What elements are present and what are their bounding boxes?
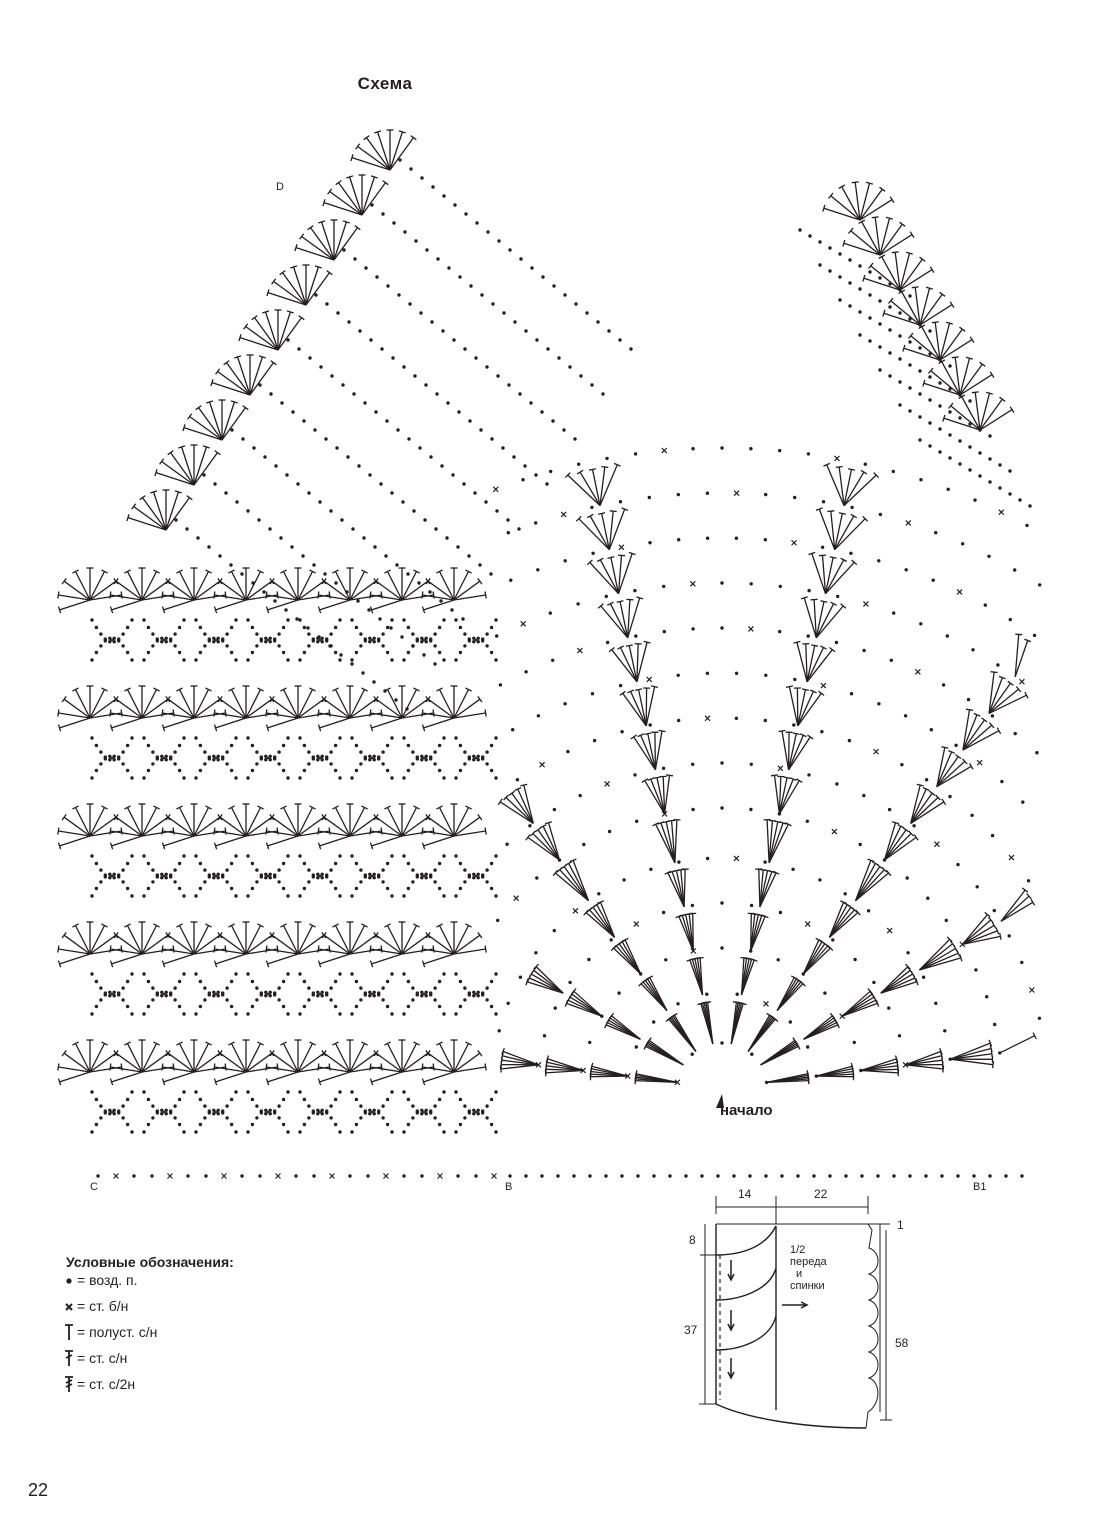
half-double-crochet-icon — [64, 1323, 74, 1341]
point-d-label: D — [276, 181, 284, 193]
legend-label: = ст. б/н — [77, 1298, 129, 1314]
legend-item-single-crochet — [64, 1298, 128, 1314]
pattern-note-line: спинки — [790, 1280, 825, 1292]
pattern-note-line: переда — [790, 1256, 827, 1268]
legend-item-half-double — [64, 1323, 157, 1341]
point-b-label: B — [505, 1181, 513, 1193]
legend-label: = возд. п. — [77, 1272, 138, 1288]
treble-crochet-icon — [64, 1375, 74, 1393]
dim-top-left: 14 — [738, 1187, 752, 1201]
dim-top-right: 22 — [814, 1187, 828, 1201]
dim-right-top: 1 — [897, 1218, 904, 1232]
pattern-schematic — [680, 1186, 920, 1436]
pattern-note-line: 1/2 — [790, 1244, 806, 1256]
double-crochet-icon — [64, 1349, 74, 1367]
legend-title: Условные обозначения: — [66, 1254, 234, 1270]
page-number: 22 — [28, 1480, 49, 1500]
dim-left-side: 37 — [684, 1323, 698, 1337]
cross-icon — [64, 1299, 74, 1313]
point-b1-label: B1 — [973, 1181, 987, 1193]
legend-item-chain — [64, 1272, 138, 1288]
diagram-title: Схема — [357, 74, 413, 93]
legend-label: = ст. с/2н — [77, 1376, 136, 1392]
pattern-note — [790, 1244, 827, 1292]
pattern-note-line: и — [796, 1268, 803, 1280]
legend-label: = полуст. с/н — [77, 1324, 158, 1340]
chain-dot-icon — [64, 1273, 74, 1287]
dim-right-side: 58 — [895, 1336, 909, 1350]
legend-item-treble — [64, 1375, 135, 1393]
legend-label: = ст. с/н — [77, 1350, 128, 1366]
start-label: начало — [720, 1102, 773, 1119]
legend-item-double — [64, 1349, 127, 1367]
point-c-label: C — [90, 1181, 98, 1193]
dim-left-top: 8 — [689, 1233, 696, 1247]
